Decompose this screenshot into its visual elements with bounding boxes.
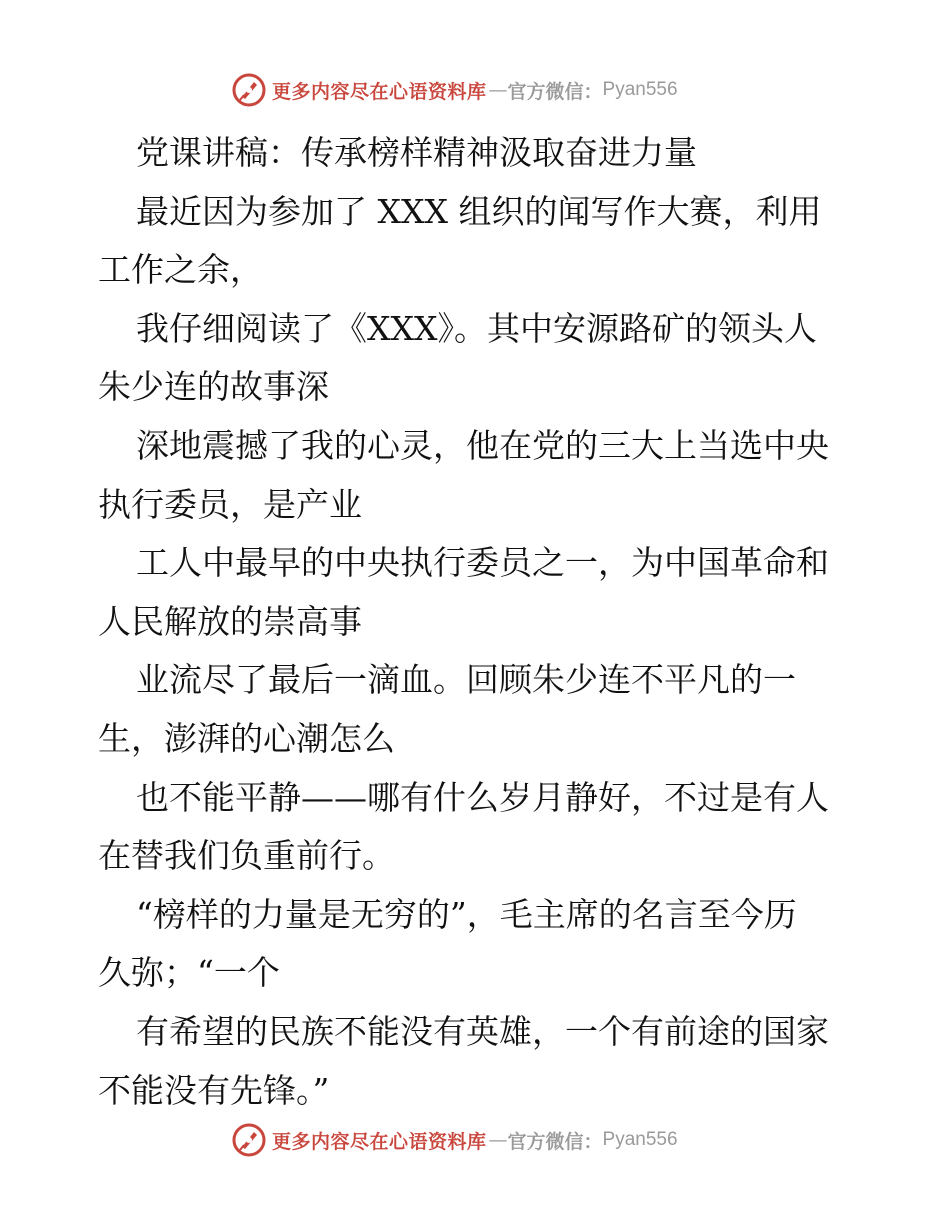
paragraph-line: 不能没有先锋。”	[98, 1070, 330, 1110]
paragraph-line: 久弥；“一个	[98, 953, 280, 993]
paragraph-line: 业流尽了最后一滴血。回顾朱少连不平凡的一	[136, 660, 796, 700]
banner-wechat-id: Pyan556	[602, 1129, 678, 1150]
quill-logo-icon	[232, 1123, 266, 1157]
banner-separator: —	[488, 79, 508, 101]
banner-wechat-label: 官方微信：	[507, 80, 603, 103]
header-banner	[232, 72, 678, 108]
paragraph-line: 执行委员，是产业	[98, 484, 362, 524]
paragraph-line: 最近因为参加了 XXX 组织的闻写作大赛，利用	[136, 191, 822, 231]
paragraph-line: 人民解放的崇高事	[98, 601, 362, 641]
quill-logo-icon	[232, 73, 266, 107]
paragraph-line: 工作之余，	[98, 250, 263, 290]
paragraph-line: “榜样的力量是无穷的”，毛主席的名言至今历	[136, 894, 797, 934]
paragraph-line: 深地震撼了我的心灵，他在党的三大上当选中央	[136, 425, 829, 465]
banner-wechat-label: 官方微信：	[507, 1130, 603, 1153]
footer-banner	[232, 1122, 678, 1158]
banner-separator: —	[488, 1129, 508, 1151]
paragraph-line: 工人中最早的中央执行委员之一，为中国革命和	[136, 543, 829, 583]
banner-wechat-id: Pyan556	[602, 79, 678, 100]
paragraph-line: 在替我们负重前行。	[98, 836, 395, 876]
paragraph-line: 也不能平静——哪有什么岁月静好，不过是有人	[136, 777, 829, 817]
paragraph-line: 我仔细阅读了《XXX》。其中安源路矿的领头人	[136, 308, 817, 348]
paragraph-line: 朱少连的故事深	[98, 367, 329, 407]
paragraph-line: 生，澎湃的心潮怎么	[98, 718, 395, 758]
banner-main-text: 更多内容尽在心语资料库	[272, 80, 487, 103]
paragraph-line: 有希望的民族不能没有英雄，一个有前途的国家	[136, 1011, 829, 1051]
document-title: 党课讲稿：传承榜样精神汲取奋进力量	[136, 133, 697, 172]
banner-main-text: 更多内容尽在心语资料库	[272, 1130, 487, 1153]
document-body	[98, 124, 858, 1120]
